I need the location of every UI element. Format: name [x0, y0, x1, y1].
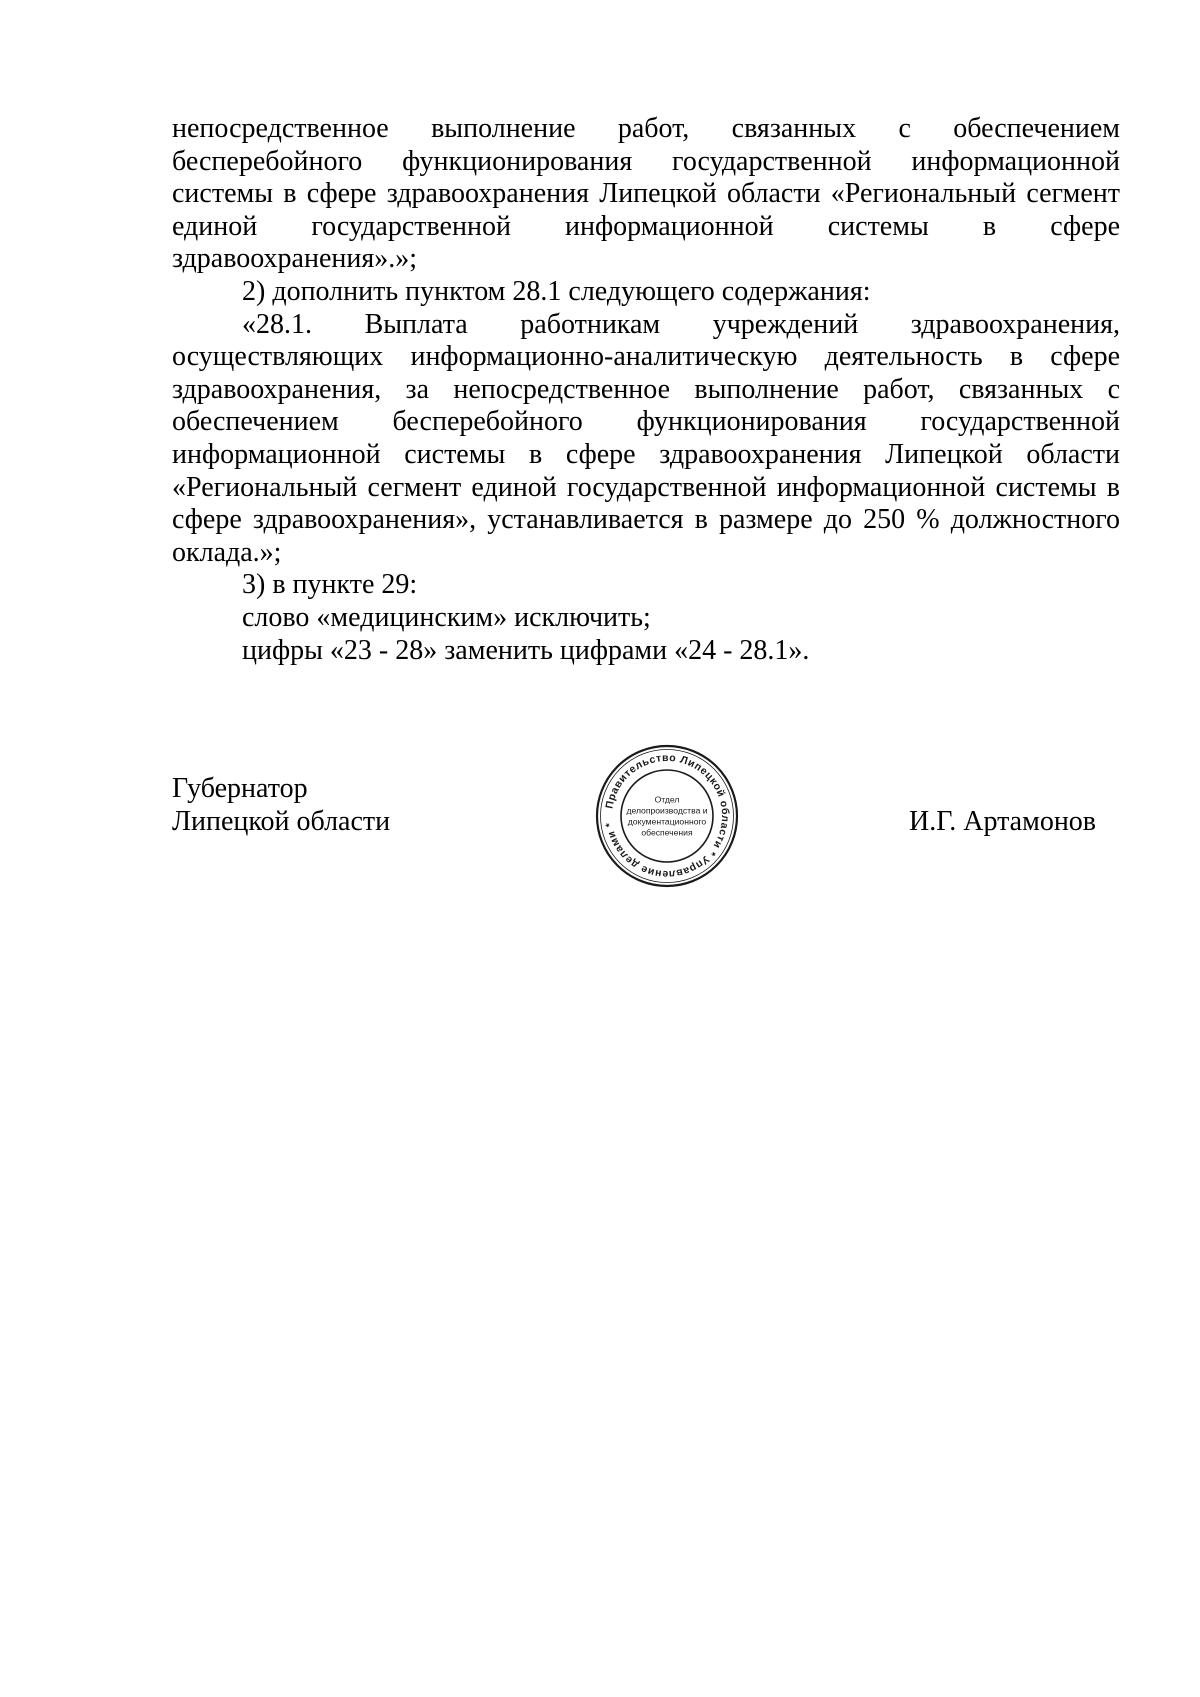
stamp-center-line: Отдел [654, 794, 680, 805]
signatory-title-line2: Липецкой области [172, 806, 391, 837]
paragraph-item-2: 2) дополнить пунктом 28.1 следующего содержания: [242, 275, 871, 307]
signatory-title-line1: Губернатор [172, 773, 308, 804]
paragraph-clause-28-1: «28.1. Выплата работникам учреждений здравоохранения, осуществляющих информационно-аналитическую деятельность в сфере здравоохранения, за непосредственное выполнение работ, связанных с обеспечением бесперебойного функционирования государственной информационной системы в сфере здравоохранения Липецкой области «Региональный сегмент единой государственной информационной системы в сфере здравоохранения», устанавливается в размере до 250 % должностного оклада.»; [172, 308, 1120, 568]
stamp-seal-icon [594, 743, 740, 889]
stamp-center-line: делопроизводства и [626, 805, 708, 816]
document-body [172, 113, 1120, 667]
svg-text:Правительство Липецкой области: Правительство Липецкой области * Управление делами * [603, 751, 732, 881]
signatory-name: И.Г. Артамонов [909, 806, 1097, 837]
paragraph-intro: непосредственное выполнение работ, связанных с обеспечением бесперебойного функционирования государственной информационной системы в сфере здравоохранения Липецкой области «Региональный сегмент единой государственной информационной системы в сфере здравоохранения».»; [172, 113, 1120, 275]
office-stamp [594, 743, 740, 889]
paragraph-item-3-b: цифры «23 - 28» заменить цифрами «24 - 28.1». [242, 634, 810, 666]
stamp-center-line: обеспечения [641, 827, 693, 838]
paragraph-item-3: 3) в пункте 29: [242, 569, 418, 601]
signatory-title [172, 772, 390, 838]
stamp-center-line: документационного [627, 816, 707, 827]
paragraph-item-3-a: слово «медицинским» исключить; [242, 601, 651, 633]
